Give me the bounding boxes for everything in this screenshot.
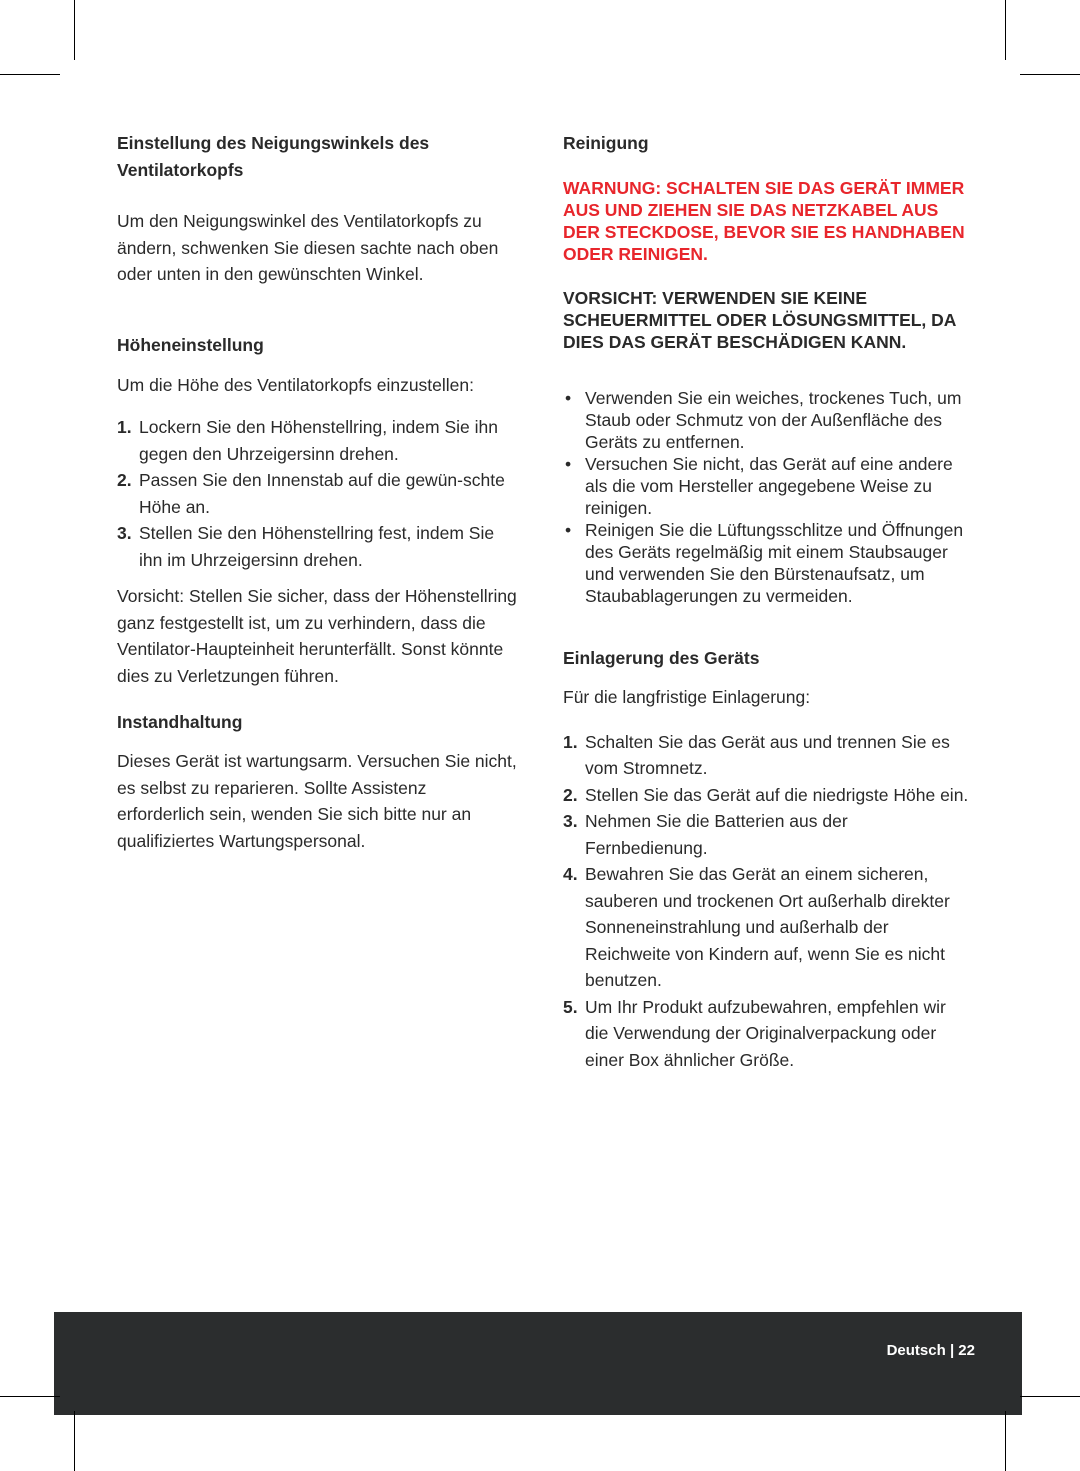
- list-item: 1. Lockern Sie den Höhenstellring, indem Sie ihn gegen den Uhrzeigersinn drehen.: [117, 417, 498, 464]
- crop-mark-top-left-h: [0, 74, 60, 75]
- height-heading: Höheneinstellung: [117, 334, 264, 355]
- cleaning-heading: Reinigung: [563, 133, 649, 153]
- crop-mark-top-left-v: [74, 0, 75, 60]
- list-item: 3. Stellen Sie den Höhenstellring fest, indem Sie ihn im Uhrzeigersinn drehen.: [117, 523, 495, 570]
- page-label: Deutsch | 22: [886, 1342, 975, 1359]
- list-item: 1. Schalten Sie das Gerät aus und trennen Sie es vom Stromnetz.: [563, 731, 950, 778]
- maintenance-body: Dieses Gerät ist wartungsarm. Versuchen Sie nicht, es selbst zu reparieren. Sollte Assistenz erforderlich sein, wenden Sie sich bitte nur an qualifiziertes Wartungspersonal.: [117, 751, 517, 851]
- right-column: [563, 130, 973, 1073]
- cleaning-bullets: [563, 387, 973, 607]
- footer-bar: [54, 1312, 1022, 1415]
- tilt-heading: Einstellung des Neigungswinkels des Ventilatorkopfs: [117, 133, 430, 180]
- height-intro: Um die Höhe des Ventilatorkopfs einzustellen:: [117, 374, 475, 395]
- crop-mark-bottom-left-h: [0, 1396, 60, 1397]
- list-item: 2. Stellen Sie das Gerät auf die niedrigste Höhe ein.: [563, 784, 969, 805]
- storage-steps: [563, 729, 973, 1074]
- height-steps: [117, 414, 517, 573]
- crop-mark-bottom-right-h: [1020, 1396, 1080, 1397]
- height-caution: Vorsicht: Stellen Sie sicher, dass der Höhenstellring ganz festgestellt ist, um zu verhindern, dass die Ventilator-Haupteinheit herunterfällt. Sonst könnte dies zu Verletzungen führen.: [117, 586, 517, 686]
- crop-mark-top-right-h: [1020, 74, 1080, 75]
- maintenance-heading: Instandhaltung: [117, 712, 243, 732]
- crop-mark-bottom-left-v: [74, 1411, 75, 1471]
- list-item: 4. Bewahren Sie das Gerät an einem sicheren, sauberen und trockenen Ort außerhalb direkter Sonneneinstrahlung und außerhalb der Reichweite von Kindern auf, wenn Sie es nicht benutzen.: [563, 864, 950, 990]
- list-item: • Verwenden Sie ein weiches, trockenes Tuch, um Staub oder Schmutz von der Außenfläche des Geräts zu entfernen.: [565, 388, 962, 452]
- list-item: • Versuchen Sie nicht, das Gerät auf eine andere als die vom Hersteller angegebene Weise zu reinigen.: [565, 454, 953, 518]
- list-item: 2. Passen Sie den Innenstab auf die gewün-schte Höhe an.: [117, 470, 505, 517]
- list-item: • Reinigen Sie die Lüftungsschlitze und Öffnungen des Geräts regelmäßig mit einem Staubsauger und verwenden Sie den Bürstenaufsatz, um Staubablagerungen zu vermeiden.: [565, 520, 964, 606]
- cleaning-caution: VORSICHT: VERWENDEN SIE KEINE SCHEUERMITTEL ODER LÖSUNGSMITTEL, DA DIES DAS GERÄT BESCHÄDIGEN KANN.: [563, 288, 956, 352]
- storage-heading: Einlagerung des Geräts: [563, 648, 760, 668]
- left-column: [117, 130, 517, 854]
- tilt-body: Um den Neigungswinkel des Ventilatorkopfs zu ändern, schwenken Sie diesen sachte nach oben oder unten in den gewünschten Winkel.: [117, 211, 499, 284]
- cleaning-warning: WARNUNG: SCHALTEN SIE DAS GERÄT IMMER AUS UND ZIEHEN SIE DAS NETZKABEL AUS DER STECKDOSE, BEVOR SIE ES HANDHABEN ODER REINIGEN.: [563, 178, 965, 264]
- storage-intro: Für die langfristige Einlagerung:: [563, 687, 811, 707]
- list-item: 5. Um Ihr Produkt aufzubewahren, empfehlen wir die Verwendung der Originalverpackung oder einer Box ähnlicher Größe.: [563, 996, 946, 1070]
- crop-mark-top-right-v: [1005, 0, 1006, 60]
- crop-mark-bottom-right-v: [1005, 1411, 1006, 1471]
- list-item: 3. Nehmen Sie die Batterien aus der Fernbedienung.: [563, 811, 848, 858]
